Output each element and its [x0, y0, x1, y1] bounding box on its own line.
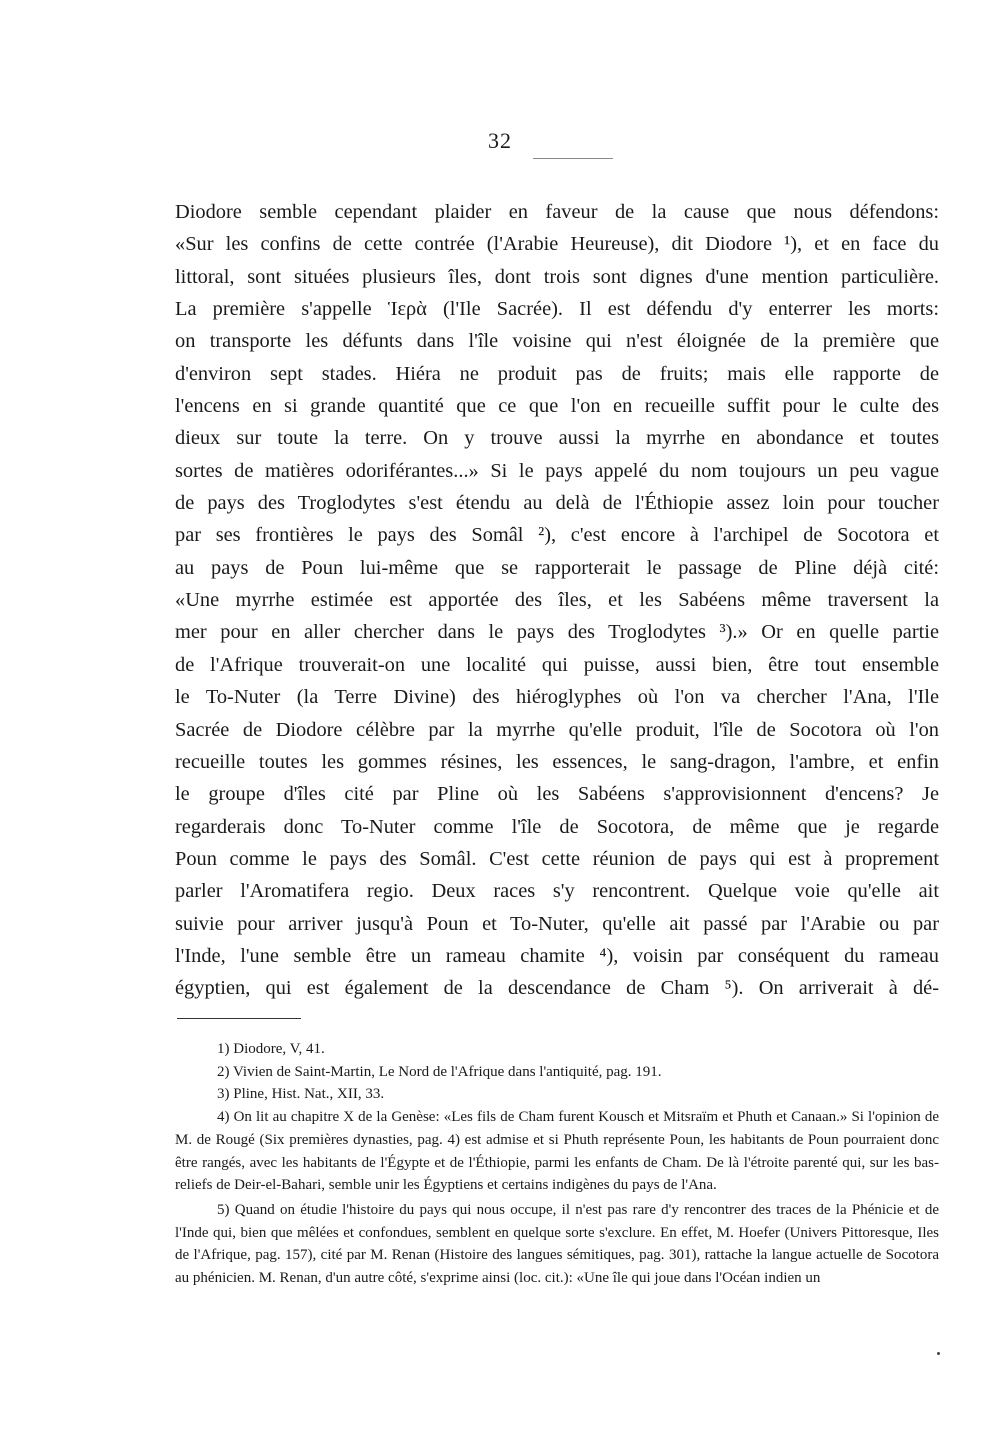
- print-speck: [937, 1352, 940, 1355]
- text-line: La première s'appelle Ἱερὰ (l'Ile Sacrée). Il est défendu d'y enterrer les morts:: [175, 298, 939, 321]
- page-number: 32: [488, 128, 512, 153]
- text-line: l'encens en si grande quantité que ce que l'on en recueille suffit pour le culte des: [175, 395, 939, 418]
- text-line: Sacrée de Diodore célèbre par la myrrhe qu'elle produit, l'île de Socotora où l'on: [175, 718, 939, 741]
- footnotes: [175, 1038, 939, 1290]
- footnote-4: 4) On lit au chapitre X de la Genèse: «Les fils de Cham furent Kousch et Mitsraïm et Phuth et Canaan.» Si l'opinion de M. de Rougé (Six premières dynasties, pag. 4) est admise et si Phuth représente Poun, les habitants de Poun pourraient donc être rangés, avec les habitants de l'Égypte et de l'Éthiopie, parmi les enfants de Cham. De là l'étroite parenté qui, sur les bas-reliefs de Deir-el-Bahari, semble unir les Égyptiens et certains indigènes du pays de l'Ana.: [175, 1109, 939, 1194]
- footnote-1: 1) Diodore, V, 41.: [217, 1041, 325, 1057]
- text-line: Poun comme le pays des Somâl. C'est cette réunion de pays qui est à proprement: [175, 847, 939, 870]
- text-line: on transporte les défunts dans l'île voisine qui n'est éloignée de la première que: [175, 330, 939, 353]
- main-text: [175, 196, 939, 1005]
- text-line: recueille toutes les gommes résines, les essences, le sang-dragon, l'ambre, et enfin: [175, 750, 939, 773]
- text-line: le To-Nuter (la Terre Divine) des hiéroglyphes où l'on va chercher l'Ana, l'Ile: [175, 686, 939, 709]
- page-number-rule: [533, 158, 613, 159]
- text-line: «Sur les confins de cette contrée (l'Arabie Heureuse), dit Diodore ¹), et en face du: [175, 233, 939, 256]
- text-line: d'environ sept stades. Hiéra ne produit pas de fruits; mais elle rapporte de: [175, 362, 939, 385]
- text-line: le groupe d'îles cité par Pline où les Sabéens s'approvisionnent d'encens? Je: [175, 783, 939, 806]
- text-line: l'Inde, l'une semble être un rameau chamite ⁴), voisin par conséquent du rameau: [175, 944, 939, 967]
- text-line: au pays de Poun lui-même que se rapporterait le passage de Pline déjà cité:: [175, 556, 939, 579]
- text-line: égyptien, qui est également de la descendance de Cham ⁵). On arriverait à dé-: [175, 977, 939, 1000]
- text-line: «Une myrrhe estimée est apportée des îles, et les Sabéens même traversent la: [175, 589, 939, 612]
- footnote-5: 5) Quand on étudie l'histoire du pays qui nous occupe, il n'est pas rare d'y rencontrer des traces de la Phénicie et de l'Inde qui, bien que mêlées et confondues, semblent en quelque sorte s'exclure. En effet, M. Hoefer (Univers Pittoresque, Iles de l'Afrique, pag. 157), cité par M. Renan (Histoire des langues sémitiques, pag. 301), rattache la langue actuelle de Socotora au phénicien. M. Renan, d'un autre côté, s'exprime ainsi (loc. cit.): «Une île qui joue dans l'Océan indien un: [175, 1201, 939, 1287]
- text-line: suivie pour arriver jusqu'à Poun et To-Nuter, qu'elle ait passé par l'Arabie ou par: [175, 912, 939, 935]
- footnote-2: 2) Vivien de Saint-Martin, Le Nord de l'Afrique dans l'antiquité, pag. 191.: [217, 1063, 662, 1080]
- text-line: mer pour en aller chercher dans le pays des Troglodytes ³).» Or en quelle partie: [175, 621, 939, 644]
- text-line: regarderais donc To-Nuter comme l'île de Socotora, de même que je regarde: [175, 815, 939, 838]
- footnote-3: 3) Pline, Hist. Nat., XII, 33.: [217, 1086, 385, 1103]
- footnote-separator: [177, 1018, 301, 1019]
- text-line: de l'Afrique trouverait-on une localité qui puisse, aussi bien, être tout ensemble: [175, 653, 939, 676]
- text-line: littoral, sont situées plusieurs îles, dont trois sont dignes d'une mention particulière.: [175, 265, 939, 288]
- text-line: Diodore semble cependant plaider en faveur de la cause que nous défendons:: [175, 201, 939, 223]
- text-line: de pays des Troglodytes s'est étendu au delà de l'Éthiopie assez loin pour toucher: [175, 492, 939, 515]
- text-line: par ses frontières le pays des Somâl ²), c'est encore à l'archipel de Socotora et: [175, 524, 939, 547]
- text-line: parler l'Aromatifera regio. Deux races s'y rencontrent. Quelque voie qu'elle ait: [175, 880, 939, 903]
- text-line: dieux sur toute la terre. On y trouve aussi la myrrhe en abondance et toutes: [175, 427, 939, 450]
- text-line: sortes de matières odoriférantes...» Si le pays appelé du nom toujours un peu vague: [175, 459, 939, 482]
